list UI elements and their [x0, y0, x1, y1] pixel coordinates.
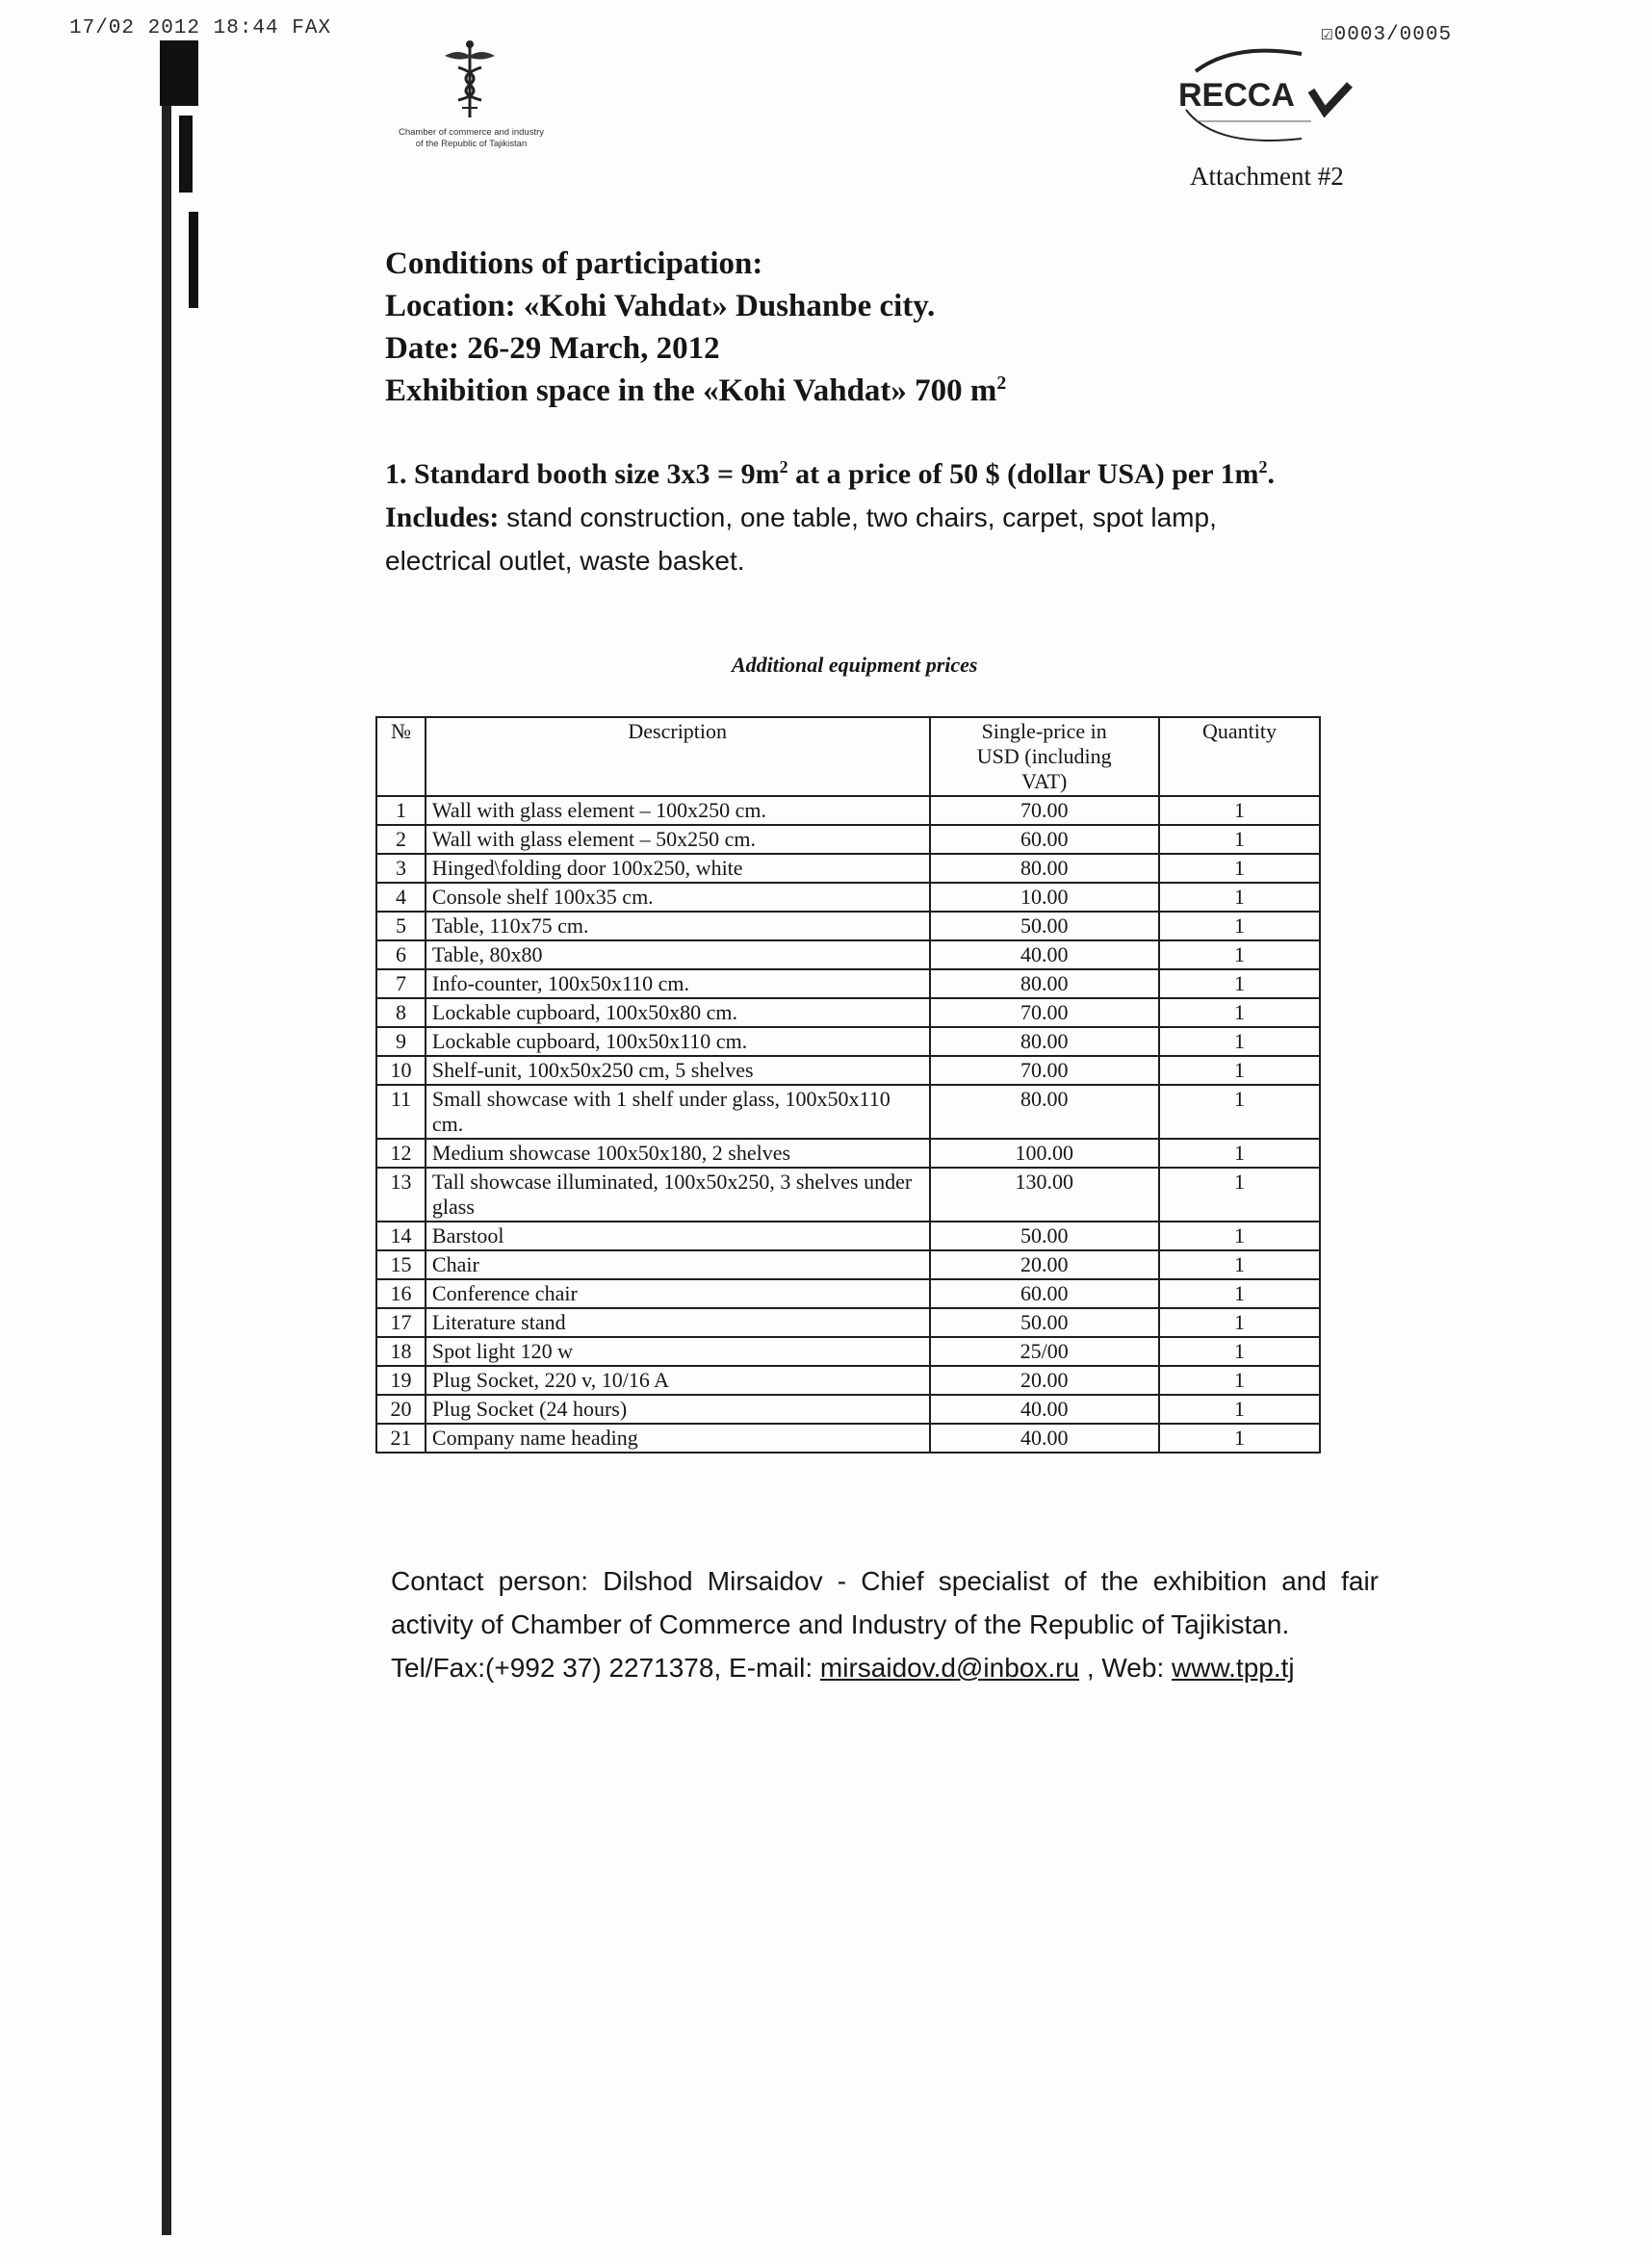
booth-includes — [385, 496, 1275, 539]
cell-no: 1 — [376, 796, 426, 825]
table-row — [376, 1168, 1320, 1222]
table-row — [376, 998, 1320, 1027]
contact-web-link[interactable]: www.tpp.tj — [1172, 1653, 1295, 1683]
cell-description: Literature stand — [426, 1308, 930, 1337]
cell-price: 50.00 — [930, 912, 1159, 940]
header-price-line2: USD (including — [976, 744, 1112, 768]
table-row — [376, 796, 1320, 825]
cell-quantity: 1 — [1159, 1056, 1320, 1085]
conditions-heading — [385, 243, 1006, 412]
cell-no: 10 — [376, 1056, 426, 1085]
table-row — [376, 1139, 1320, 1168]
booth-title-part1: 1. Standard booth size 3x3 = 9m — [385, 458, 780, 490]
cell-quantity: 1 — [1159, 883, 1320, 912]
cell-quantity: 1 — [1159, 969, 1320, 998]
cell-no: 11 — [376, 1085, 426, 1139]
includes-text-2: electrical outlet, waste basket. — [385, 546, 745, 576]
cell-no: 8 — [376, 998, 426, 1027]
chamber-name — [348, 127, 594, 150]
cell-no: 19 — [376, 1366, 426, 1395]
cell-description: Chair — [426, 1250, 930, 1279]
cell-description: Shelf-unit, 100x50x250 cm, 5 shelves — [426, 1056, 930, 1085]
cell-description: Plug Socket (24 hours) — [426, 1395, 930, 1424]
contact-block — [391, 1559, 1379, 1689]
cell-description: Lockable cupboard, 100x50x110 cm. — [426, 1027, 930, 1056]
cell-description: Small showcase with 1 shelf under glass, 100x50x110 cm. — [426, 1085, 930, 1139]
cell-price: 20.00 — [930, 1250, 1159, 1279]
attachment-label: Attachment #2 — [1190, 162, 1344, 191]
cell-description: Company name heading — [426, 1424, 930, 1453]
table-row — [376, 1395, 1320, 1424]
cell-quantity: 1 — [1159, 1366, 1320, 1395]
booth-title-part2: at a price of 50 $ (dollar USA) per 1m — [787, 458, 1259, 490]
cell-price: 50.00 — [930, 1222, 1159, 1250]
cell-quantity: 1 — [1159, 796, 1320, 825]
table-row — [376, 1337, 1320, 1366]
booth-title-sup2: 2 — [1258, 457, 1268, 476]
scan-edge-block — [160, 40, 198, 106]
fax-header: 17/02 2012 18:44 FAX — [69, 17, 332, 39]
includes-text-1: stand construction, one table, two chairs, carpet, spot lamp, — [499, 502, 1217, 532]
cell-no: 3 — [376, 854, 426, 883]
cell-price: 60.00 — [930, 825, 1159, 854]
table-row — [376, 1250, 1320, 1279]
header-quantity: Quantity — [1159, 717, 1320, 796]
cell-description: Lockable cupboard, 100x50x80 cm. — [426, 998, 930, 1027]
table-row — [376, 1366, 1320, 1395]
cell-description: Medium showcase 100x50x180, 2 shelves — [426, 1139, 930, 1168]
chamber-caduceus-logo — [441, 39, 499, 121]
cell-no: 17 — [376, 1308, 426, 1337]
table-header-row — [376, 717, 1320, 796]
conditions-location: Location: «Kohi Vahdat» Dushanbe city. — [385, 289, 936, 323]
cell-quantity: 1 — [1159, 1337, 1320, 1366]
cell-no: 2 — [376, 825, 426, 854]
cell-quantity: 1 — [1159, 998, 1320, 1027]
table-row — [376, 825, 1320, 854]
cell-no: 20 — [376, 1395, 426, 1424]
booth-title-sup1: 2 — [779, 457, 788, 476]
table-row — [376, 1056, 1320, 1085]
table-row — [376, 854, 1320, 883]
cell-no: 9 — [376, 1027, 426, 1056]
scan-edge-block — [189, 212, 198, 308]
cell-price: 80.00 — [930, 854, 1159, 883]
cell-no: 4 — [376, 883, 426, 912]
header-price-line1: Single-price in — [981, 719, 1107, 743]
table-body — [376, 796, 1320, 1453]
cell-description: Tall showcase illuminated, 100x50x250, 3 shelves under glass — [426, 1168, 930, 1222]
cell-description: Wall with glass element – 50x250 cm. — [426, 825, 930, 854]
scan-edge-block — [179, 116, 193, 193]
cell-quantity: 1 — [1159, 1395, 1320, 1424]
table-row — [376, 1279, 1320, 1308]
cell-description: Info-counter, 100x50x110 cm. — [426, 969, 930, 998]
header-no: № — [376, 717, 426, 796]
cell-quantity: 1 — [1159, 825, 1320, 854]
contact-tel: Tel/Fax:(+992 37) 2271378, E-mail: — [391, 1653, 820, 1683]
cell-price: 25/00 — [930, 1337, 1159, 1366]
cell-description: Wall with glass element – 100x250 cm. — [426, 796, 930, 825]
checkbox-icon: ☑ — [1321, 24, 1334, 46]
cell-quantity: 1 — [1159, 1250, 1320, 1279]
cell-quantity: 1 — [1159, 1222, 1320, 1250]
cell-price: 60.00 — [930, 1279, 1159, 1308]
cell-no: 12 — [376, 1139, 426, 1168]
cell-no: 15 — [376, 1250, 426, 1279]
cell-price: 70.00 — [930, 1056, 1159, 1085]
cell-description: Table, 110x75 cm. — [426, 912, 930, 940]
includes-label: Includes: — [385, 502, 500, 533]
header-description: Description — [426, 717, 930, 796]
table-row — [376, 1085, 1320, 1139]
cell-quantity: 1 — [1159, 1279, 1320, 1308]
cell-price: 80.00 — [930, 1027, 1159, 1056]
table-row — [376, 1222, 1320, 1250]
cell-quantity: 1 — [1159, 1027, 1320, 1056]
cell-description: Plug Socket, 220 v, 10/16 A — [426, 1366, 930, 1395]
contact-email-link[interactable]: mirsaidov.d@inbox.ru — [819, 1653, 1080, 1683]
cell-quantity: 1 — [1159, 940, 1320, 969]
cell-quantity: 1 — [1159, 1139, 1320, 1168]
cell-no: 7 — [376, 969, 426, 998]
cell-price: 40.00 — [930, 1424, 1159, 1453]
cell-description: Spot light 120 w — [426, 1337, 930, 1366]
header-price — [930, 717, 1159, 796]
cell-description: Console shelf 100x35 cm. — [426, 883, 930, 912]
cell-quantity: 1 — [1159, 1308, 1320, 1337]
cell-description: Barstool — [426, 1222, 930, 1250]
table-caption: Additional equipment prices — [732, 653, 978, 677]
cell-quantity: 1 — [1159, 912, 1320, 940]
conditions-date: Date: 26-29 March, 2012 — [385, 331, 720, 366]
cell-quantity: 1 — [1159, 1085, 1320, 1139]
cell-price: 50.00 — [930, 1308, 1159, 1337]
cell-price: 70.00 — [930, 998, 1159, 1027]
recca-logo-text: RECCA — [1178, 77, 1295, 114]
cell-no: 21 — [376, 1424, 426, 1453]
chamber-name-line1: Chamber of commerce and industry — [398, 127, 544, 138]
booth-info — [385, 452, 1275, 582]
cell-price: 130.00 — [930, 1168, 1159, 1222]
contact-details — [391, 1646, 1379, 1689]
cell-price: 100.00 — [930, 1139, 1159, 1168]
cell-description: Conference chair — [426, 1279, 930, 1308]
cell-description: Hinged\folding door 100x250, white — [426, 854, 930, 883]
conditions-space — [385, 370, 1006, 412]
cell-price: 80.00 — [930, 1085, 1159, 1139]
booth-title — [385, 452, 1275, 496]
contact-web-prefix: , Web: — [1079, 1653, 1173, 1683]
conditions-title: Conditions of participation: — [385, 246, 763, 281]
cell-price: 10.00 — [930, 883, 1159, 912]
contact-paragraph: Contact person: Dilshod Mirsaidov - Chief specialist of the exhibition and fair activity of Chamber of Commerce and Industry of the Republic of Tajikistan. — [391, 1566, 1379, 1639]
cell-no: 18 — [376, 1337, 426, 1366]
equipment-price-table — [375, 716, 1321, 1454]
conditions-space-text: Exhibition space in the «Kohi Vahdat» 700 m — [385, 373, 997, 408]
table-row — [376, 1308, 1320, 1337]
table-row — [376, 1424, 1320, 1453]
cell-price: 40.00 — [930, 1395, 1159, 1424]
cell-description: Table, 80x80 — [426, 940, 930, 969]
cell-no: 5 — [376, 912, 426, 940]
scan-edge-bar — [162, 40, 171, 2235]
recca-logo — [1167, 42, 1369, 148]
cell-no: 16 — [376, 1279, 426, 1308]
cell-price: 80.00 — [930, 969, 1159, 998]
cell-price: 40.00 — [930, 940, 1159, 969]
table-row — [376, 969, 1320, 998]
header-price-line3: VAT) — [1021, 769, 1068, 793]
cell-no: 13 — [376, 1168, 426, 1222]
fax-page-label: 0003/0005 — [1333, 24, 1453, 46]
table-row — [376, 883, 1320, 912]
cell-price: 70.00 — [930, 796, 1159, 825]
conditions-space-sup: 2 — [996, 373, 1007, 394]
table-row — [376, 912, 1320, 940]
cell-quantity: 1 — [1159, 854, 1320, 883]
chamber-name-line2: of the Republic of Tajikistan — [415, 139, 528, 149]
cell-quantity: 1 — [1159, 1168, 1320, 1222]
cell-quantity: 1 — [1159, 1424, 1320, 1453]
table-row — [376, 1027, 1320, 1056]
cell-no: 6 — [376, 940, 426, 969]
table-row — [376, 940, 1320, 969]
cell-no: 14 — [376, 1222, 426, 1250]
booth-title-end: . — [1267, 458, 1275, 490]
cell-price: 20.00 — [930, 1366, 1159, 1395]
